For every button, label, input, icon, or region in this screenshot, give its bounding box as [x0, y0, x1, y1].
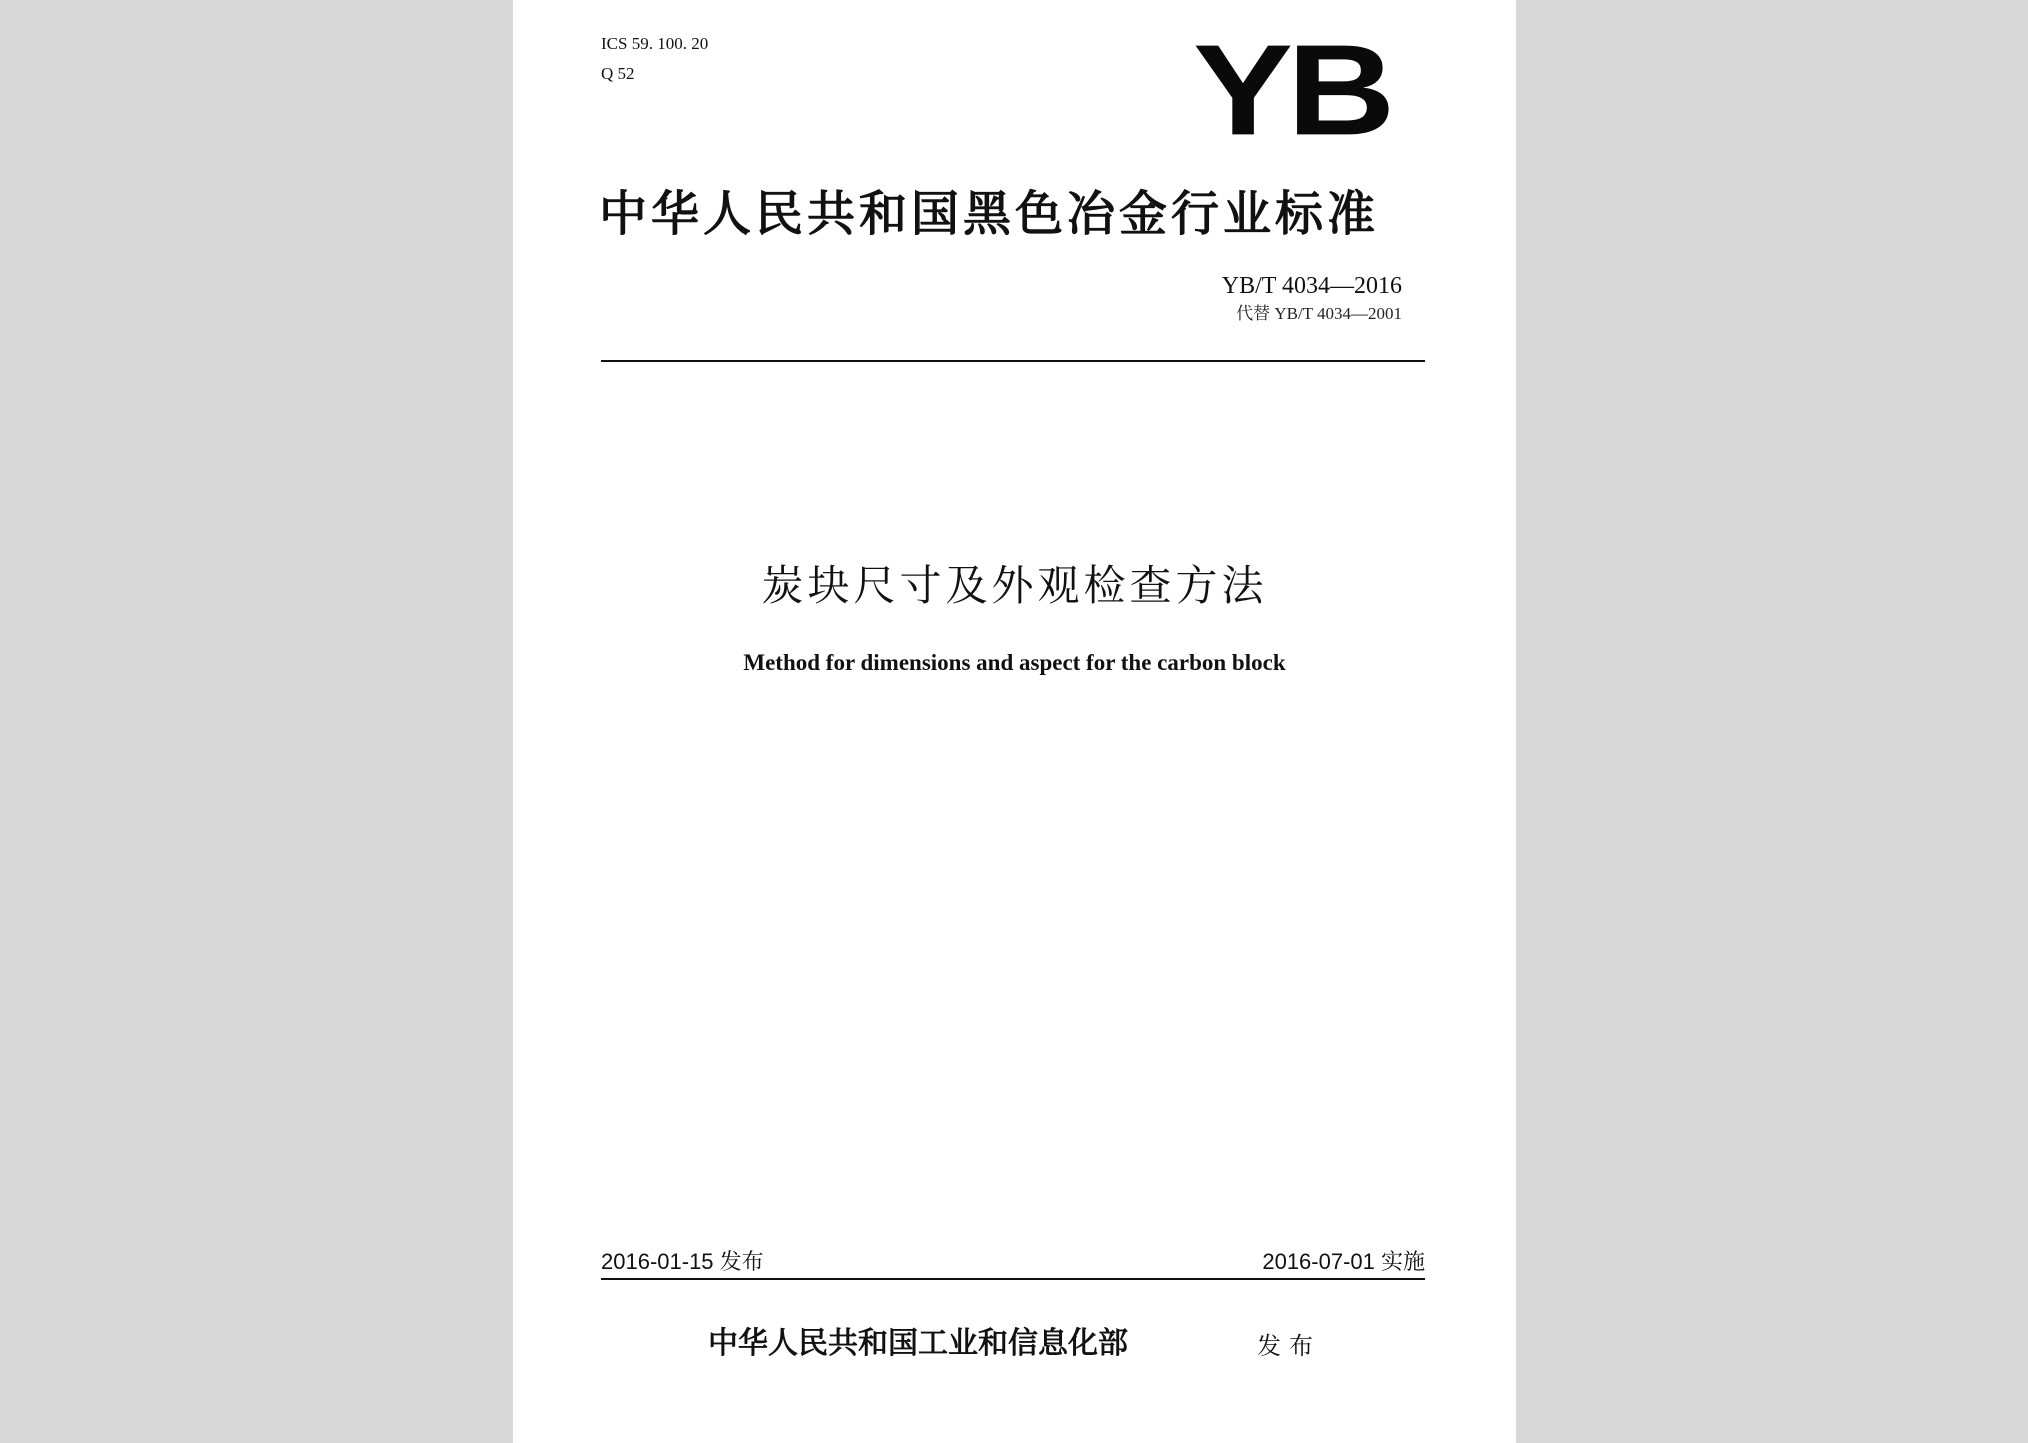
- header-divider: [601, 360, 1425, 362]
- yb-logo: YB: [1193, 17, 1390, 162]
- document-title-english: Method for dimensions and aspect for the carbon block: [743, 650, 1286, 675]
- document-title-chinese: 炭块尺寸及外观检查方法: [761, 561, 1268, 610]
- organization-title: 中华人民共和国黑色冶金行业标准: [599, 186, 1380, 242]
- replaced-standard: 代替 YB/T 4034—2001: [1236, 304, 1402, 323]
- issue-date: 2016-01-15 发布: [601, 1249, 764, 1274]
- publisher-name: 中华人民共和国工业和信息化部: [708, 1326, 1128, 1361]
- clc-code: Q 52: [601, 64, 635, 83]
- standard-code: YB/T 4034—2016: [1221, 273, 1402, 299]
- publish-label: 发布: [1257, 1332, 1321, 1360]
- standard-cover-page: [513, 0, 1516, 1443]
- implementation-date: 2016-07-01 实施: [1262, 1249, 1425, 1274]
- ics-code: ICS 59. 100. 20: [601, 34, 709, 53]
- footer-divider: [601, 1278, 1425, 1280]
